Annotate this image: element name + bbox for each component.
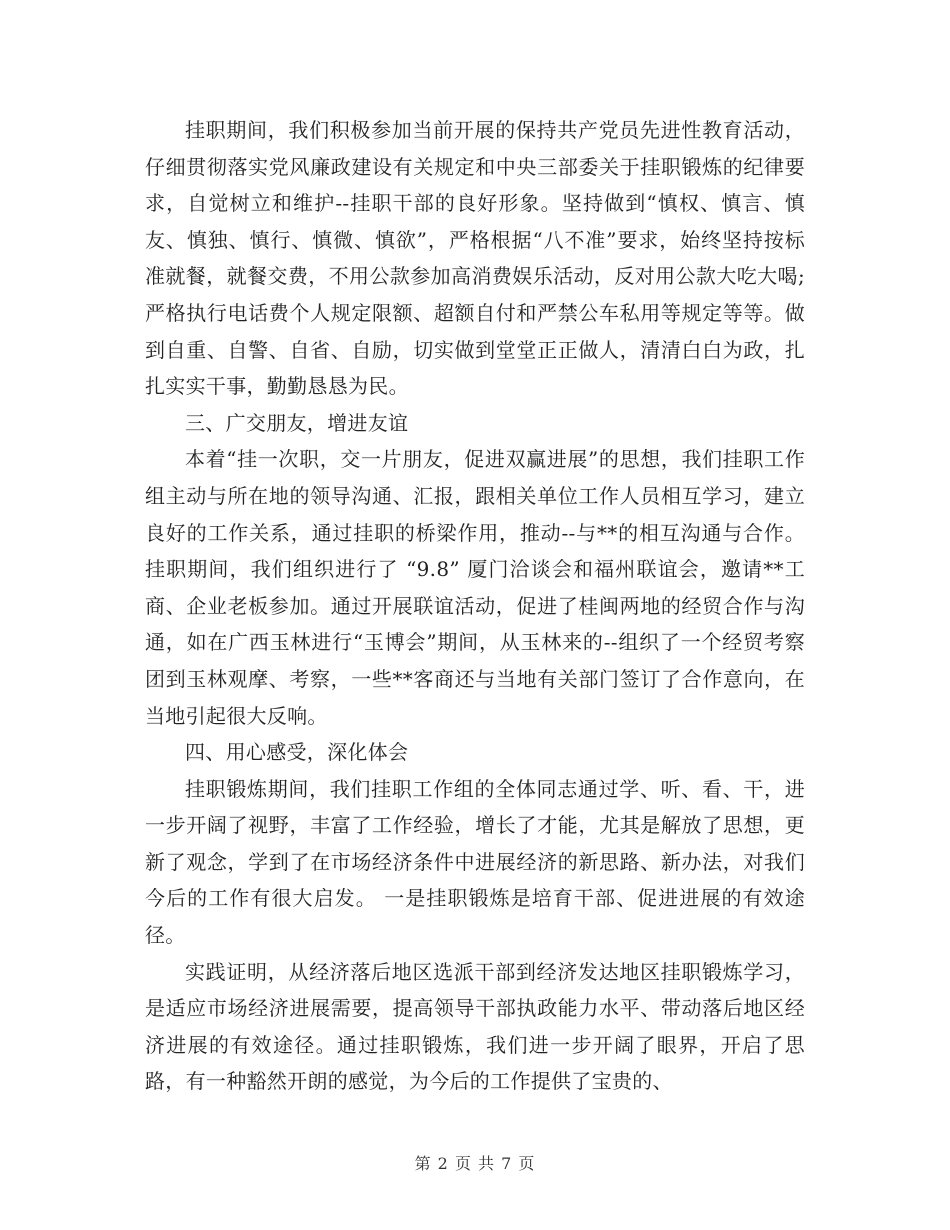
section-heading-experience: 四、用心感受，深化体会 bbox=[185, 740, 409, 765]
paragraph-friendship: 本着“挂一次职，交一片朋友，促进双赢进展”的思想，我们挂职工作组主动与所在地的领导沟通、汇报，跟相关单位工作人员相互学习，建立良好的工作关系，通过挂职的桥梁作用，推动--与**的相互沟通与合作。挂职期间，我们组织进行了 “9.8” 厦门洽谈会和福州联谊会，邀请**工商、企业老板参加。通过开展联谊活动，促进了桂闽两地的经贸合作与沟通，如在广西玉林进行“玉博会”期间，从玉林来的--组织了一个经贸考察团到玉林观摩、考察，一些**客商还与当地有关部门签订了合作意向，在当地引起很大反响。 bbox=[145, 447, 805, 728]
paragraph-practice: 实践证明，从经济落后地区选派干部到经济发达地区挂职锻炼学习，是适应市场经济进展需要，提高领导干部执政能力水平、带动落后地区经济进展的有效途径。通过挂职锻炼，我们进一步开阔了眼界，开启了思路，有一种豁然开朗的感觉，为今后的工作提供了宝贵的、 bbox=[145, 959, 805, 1094]
paragraph-discipline: 挂职期间，我们积极参加当前开展的保持共产党员先进性教育活动，仔细贯彻落实党风廉政建设有关规定和中央三部委关于挂职锻炼的纪律要求，自觉树立和维护--挂职干部的良好形象。坚持做到“慎权、慎言、慎友、慎独、慎行、慎微、慎欲”，严格根据“八不准”要求，始终坚持按标准就餐，就餐交费，不用公款参加高消费娱乐活动，反对用公款大吃大喝;严格执行电话费个人规定限额、超额自付和严禁公车私用等规定等等。做到自重、自警、自省、自励，切实做到堂堂正正做人，清清白白为政，扎扎实实干事，勤勤恳恳为民。 bbox=[145, 118, 805, 399]
paragraph-experience: 挂职锻炼期间，我们挂职工作组的全体同志通过学、听、看、干，进一步开阔了视野，丰富了工作经验，增长了才能，尤其是解放了思想，更新了观念，学到了在市场经济条件中进展经济的新思路、新办法，对我们今后的工作有很大启发。 一是挂职锻炼是培育干部、促进进展的有效途径。 bbox=[145, 776, 805, 948]
section-heading-friendship: 三、广交朋友，增进友谊 bbox=[185, 410, 409, 435]
page-number-footer: 第 2 页 共 7 页 bbox=[414, 1154, 536, 1173]
document-body bbox=[145, 112, 805, 1100]
